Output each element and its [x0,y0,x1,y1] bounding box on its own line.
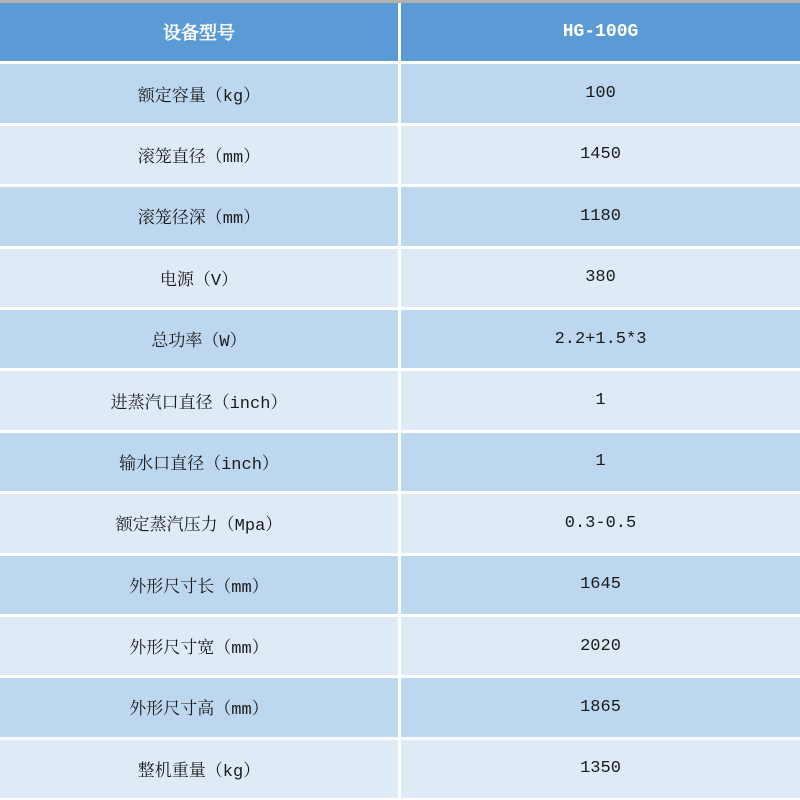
spec-label-cell: 电源（V） [0,249,398,307]
spec-value-cell: 1450 [401,126,800,184]
spec-label-cell: 输水口直径（inch） [0,433,398,491]
spec-label-cell: 整机重量（kg） [0,740,398,798]
spec-value-cell: 1350 [401,740,800,798]
spec-value-cell: 0.3-0.5 [401,494,800,552]
table-header-row [0,3,800,61]
table-row [0,126,800,184]
spec-label-cell: 外形尺寸宽（mm） [0,617,398,675]
spec-value-cell: 1 [401,371,800,429]
table-row [0,249,800,307]
spec-label-cell: 进蒸汽口直径（inch） [0,371,398,429]
spec-label-cell: 总功率（W） [0,310,398,368]
header-label-cell: 设备型号 [0,3,398,61]
spec-value-cell: 380 [401,249,800,307]
spec-label-cell: 额定容量（kg） [0,64,398,122]
spec-value-cell: 2020 [401,617,800,675]
spec-label-cell: 滚笼径深（mm） [0,187,398,245]
table-row [0,617,800,675]
spec-label-cell: 滚笼直径（mm） [0,126,398,184]
spec-value-cell: 1645 [401,556,800,614]
spec-label-cell: 外形尺寸长（mm） [0,556,398,614]
table-row [0,494,800,552]
table-row [0,740,800,798]
table-row [0,310,800,368]
spec-value-cell: 1 [401,433,800,491]
table-row [0,187,800,245]
header-value-cell: HG-100G [401,3,800,61]
table-row [0,64,800,122]
spec-label-cell: 额定蒸汽压力（Mpa） [0,494,398,552]
table-row [0,678,800,736]
spec-value-cell: 100 [401,64,800,122]
table-row [0,371,800,429]
spec-value-cell: 1180 [401,187,800,245]
spec-value-cell: 2.2+1.5*3 [401,310,800,368]
spec-label-cell: 外形尺寸高（mm） [0,678,398,736]
table-row [0,433,800,491]
table-row [0,556,800,614]
spec-value-cell: 1865 [401,678,800,736]
